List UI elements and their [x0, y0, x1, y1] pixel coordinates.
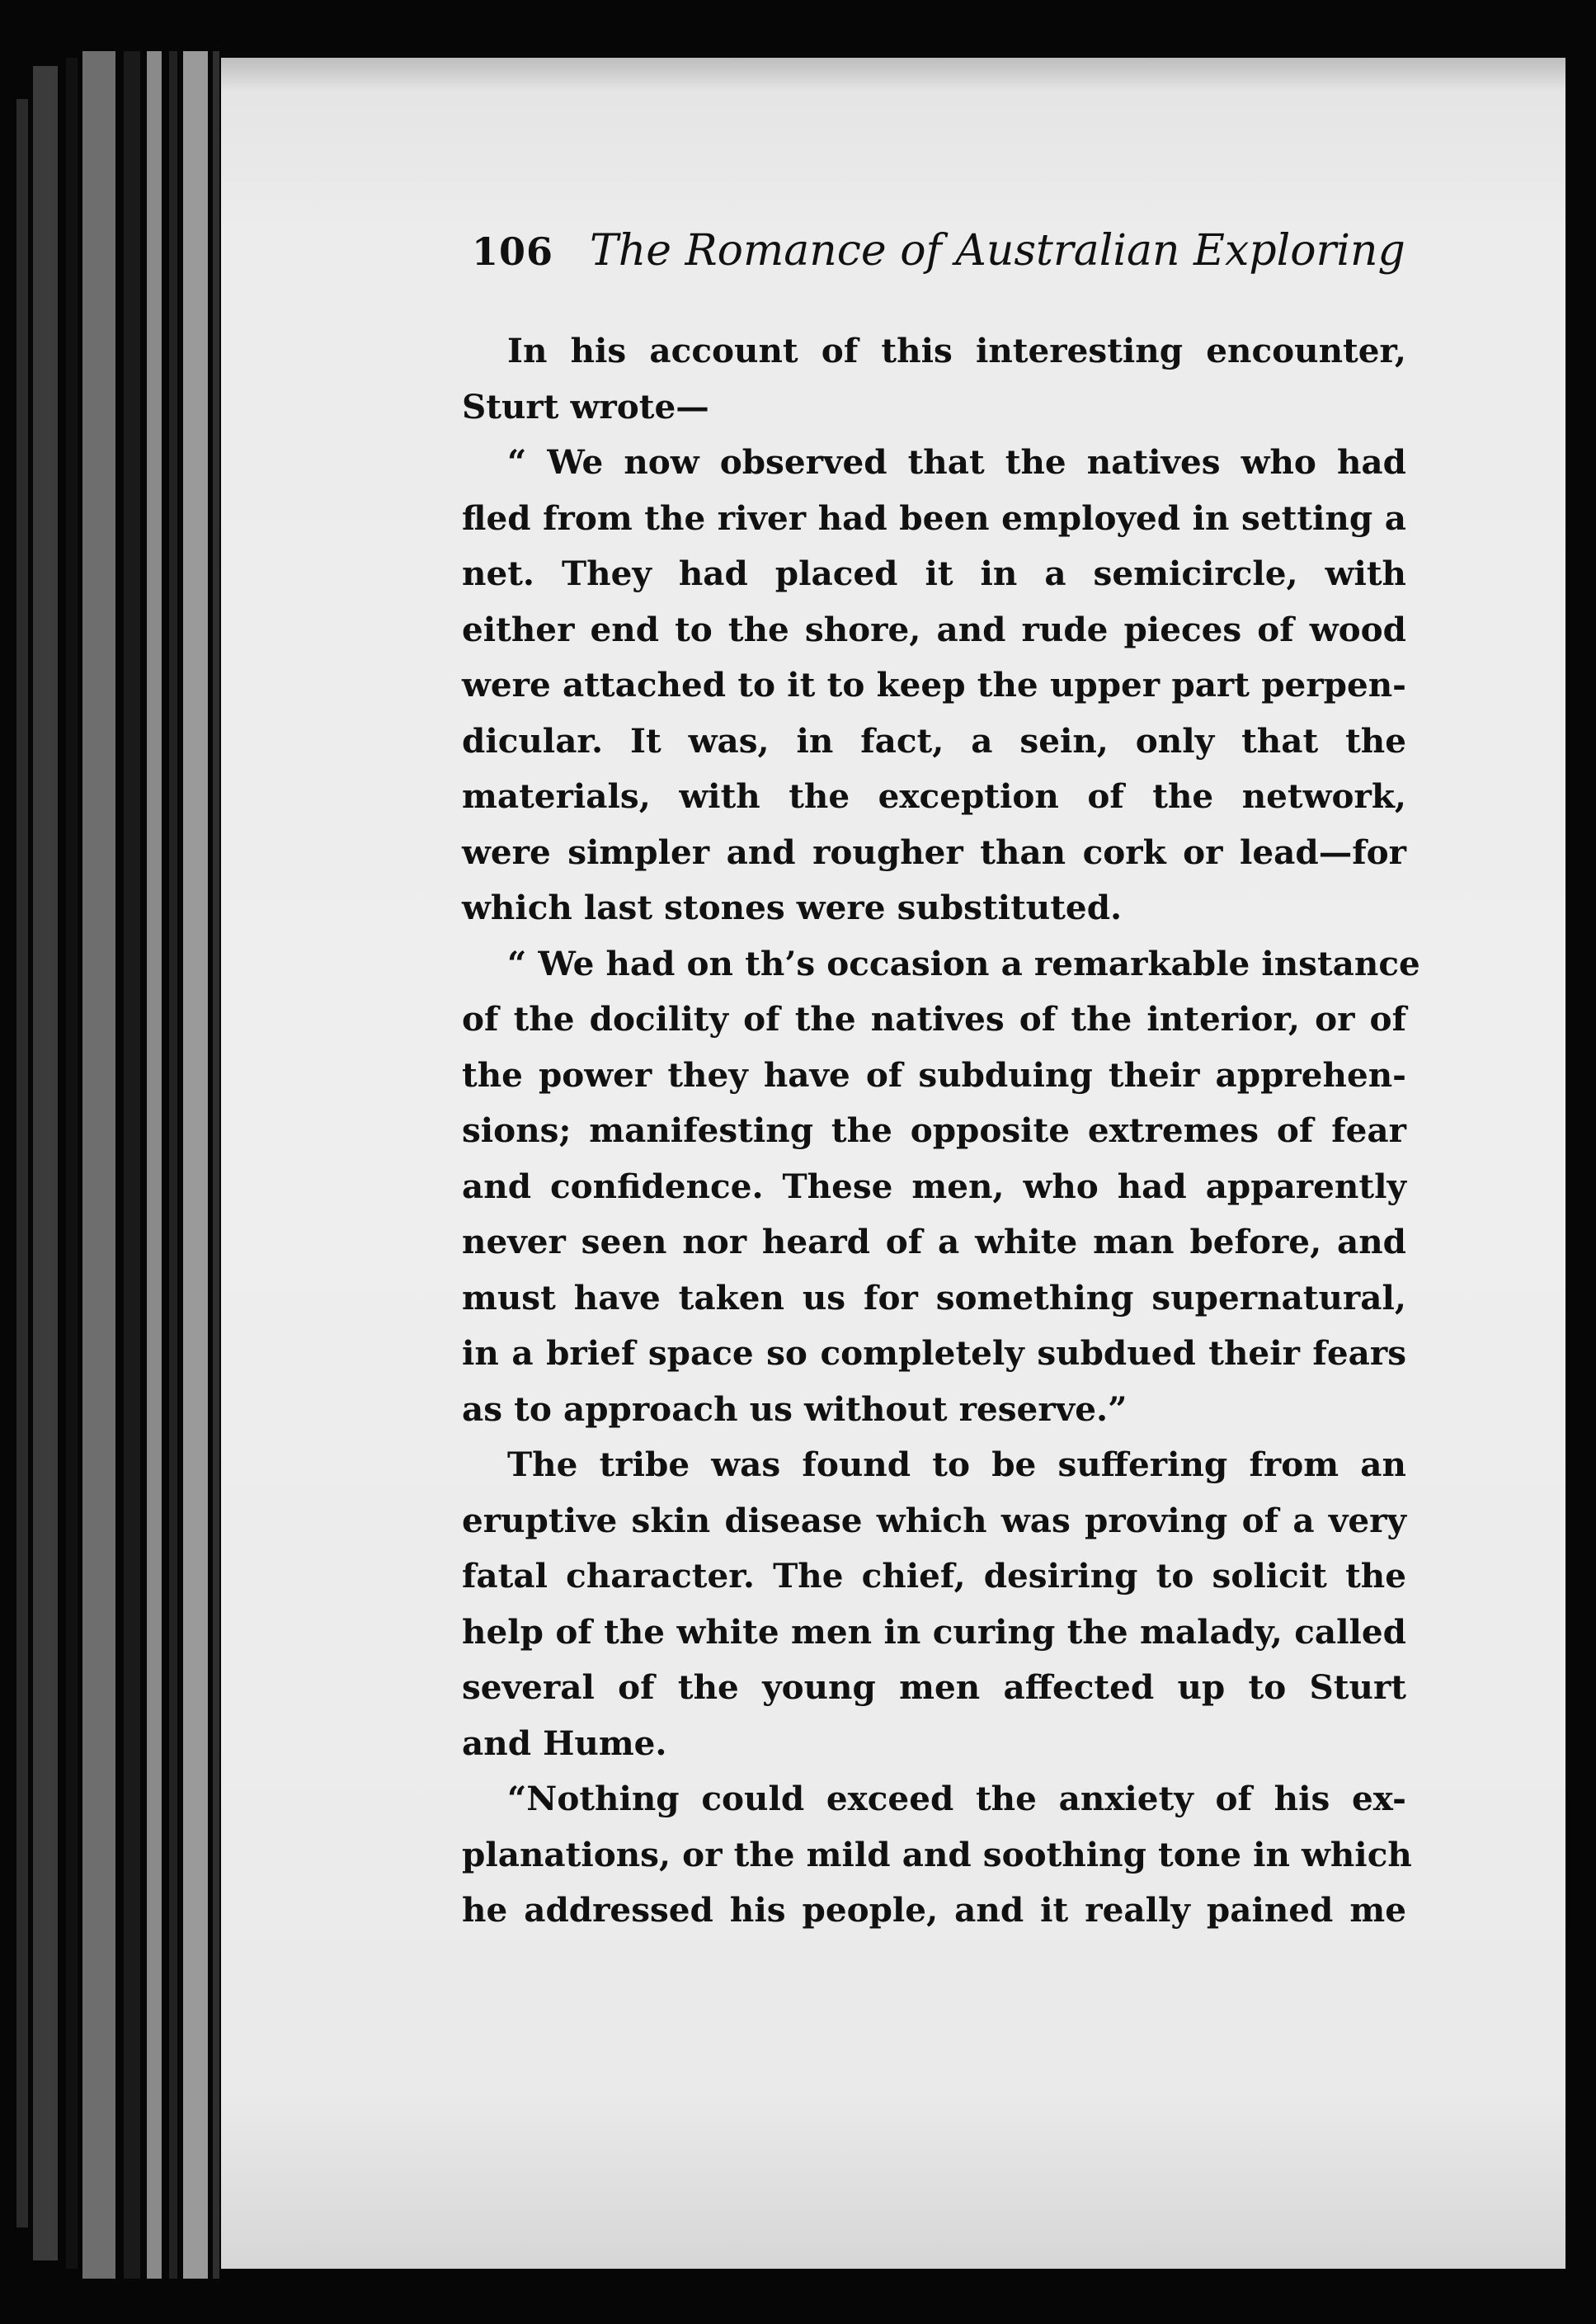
book-edge — [66, 58, 78, 2269]
text-line: of the docility of the natives of the interior, or of — [462, 999, 1406, 1039]
text-line: “ We had on th’s occasion a remarkable instance — [507, 943, 1420, 983]
text-line: “Nothing could exceed the anxiety of his ex- — [507, 1779, 1406, 1818]
book-edge — [183, 51, 208, 2279]
body-text — [462, 323, 1420, 1939]
text-line: dicular. It was, in fact, a sein, only that the — [462, 720, 1406, 761]
book-edge — [147, 51, 162, 2279]
text-line: The tribe was found to be suffering from an — [507, 1445, 1406, 1484]
running-head — [472, 226, 1405, 284]
text-line: and Hume. — [462, 1723, 667, 1763]
text-line: Sturt wrote— — [462, 386, 709, 427]
text-line: several of the young men affected up to Sturt — [462, 1667, 1406, 1707]
page-shadow — [221, 58, 1565, 91]
text-line: as to approach us without reserve.” — [462, 1388, 1128, 1429]
text-line: the power they have of subduing their apprehen- — [462, 1054, 1406, 1095]
text-line: materials, with the exception of the network, — [462, 776, 1406, 816]
text-line: help of the white men in curing the malady, called — [462, 1611, 1406, 1652]
text-line: never seen nor heard of a white man before, and — [462, 1222, 1406, 1261]
text-line: and confidence. These men, who had apparently — [462, 1166, 1406, 1206]
running-title: The Romance of Australian Exploring — [590, 226, 1405, 276]
text-line: he addressed his people, and it really pained me — [462, 1890, 1406, 1930]
text-line: fatal character. The chief, desiring to solicit the — [462, 1556, 1406, 1596]
page-number: 106 — [472, 229, 554, 274]
book-edge — [33, 66, 58, 2260]
text-line: must have taken us for something supernatural, — [462, 1277, 1406, 1318]
text-line: In his account of this interesting encounter, — [507, 331, 1406, 370]
text-line: fled from the river had been employed in setting a — [462, 497, 1406, 538]
text-line: net. They had placed it in a semicircle, with — [462, 554, 1406, 593]
book-edge — [169, 51, 177, 2279]
text-line: were simpler and rougher than cork or lead—for — [462, 832, 1406, 872]
text-line: were attached to it to keep the upper part perpen- — [462, 665, 1406, 705]
text-line: sions; manifesting the opposite extremes of fear — [462, 1110, 1406, 1150]
text-line: planations, or the mild and soothing tone in which — [462, 1834, 1412, 1874]
book-edge — [16, 99, 28, 2227]
book-edge — [82, 51, 115, 2279]
book-edge — [124, 51, 140, 2279]
text-line: either end to the shore, and rude pieces of wood — [462, 609, 1406, 649]
text-line: in a brief space so completely subdued their fears — [462, 1333, 1406, 1373]
text-line: eruptive skin disease which was proving of a very — [462, 1500, 1406, 1540]
text-line: which last stones were substituted. — [462, 888, 1123, 927]
book-edge — [213, 51, 219, 2279]
text-line: “ We now observed that the natives who had — [507, 442, 1406, 482]
